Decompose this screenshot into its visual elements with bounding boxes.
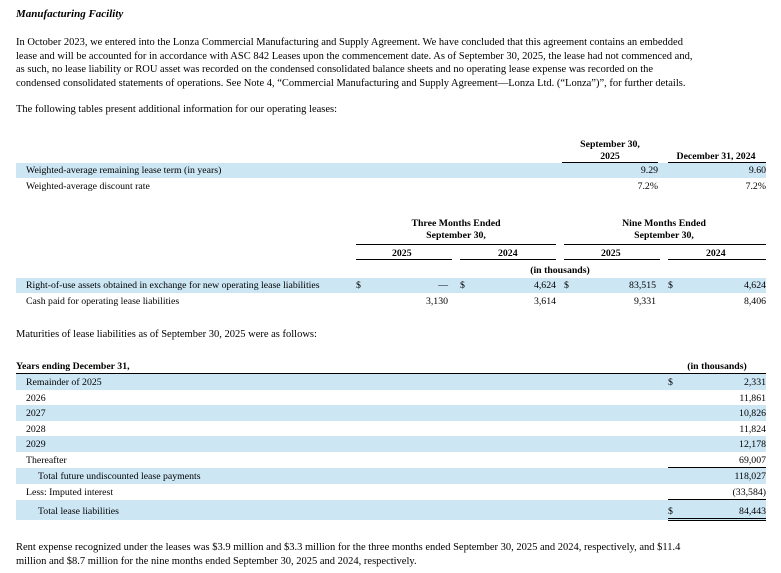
table3-row-label: Remainder of 2025	[26, 377, 102, 388]
rent-line: million and $8.7 million for the nine months ended September 30, 2025 and 2024, respectively.	[16, 555, 417, 567]
table3-row-label: Total lease liabilities	[38, 506, 119, 517]
table3-row-label: 2028	[26, 424, 46, 435]
table2-year-rule	[668, 259, 766, 260]
table2-year-header: 2024	[706, 248, 726, 259]
table3-row-label: Less: Imputed interest	[26, 487, 114, 498]
table1-col1-header: September 30, 2025	[580, 139, 640, 162]
table3-row-band	[16, 436, 766, 452]
table2-row-value: 8,406	[743, 296, 766, 307]
table3-row-label: 2026	[26, 393, 46, 404]
table1-row-label: Weighted-average remaining lease term (in years)	[26, 165, 222, 176]
table3-row-band	[16, 405, 766, 421]
table2-row-value: 9,331	[633, 296, 656, 307]
table3-units: (in thousands)	[687, 361, 747, 372]
table2-units: (in thousands)	[530, 265, 590, 276]
table2-row-label: Cash paid for operating lease liabilities	[26, 296, 180, 307]
table2-row-label: Right-of-use assets obtained in exchange for new operating lease liabilities	[26, 280, 320, 291]
table2-row-value: —	[438, 280, 448, 291]
table1-col2-header: December 31, 2024	[676, 151, 756, 162]
table1-row-value: 9.60	[748, 165, 766, 176]
dollar-sign: $	[668, 280, 673, 291]
dollar-sign: $	[668, 506, 673, 517]
rent-paragraph	[16, 541, 680, 568]
table1-row-value: 9.29	[640, 165, 658, 176]
table3-row-value: 10,826	[739, 408, 766, 419]
table1-row-value: 7.2%	[637, 181, 658, 192]
table2-row-value: 3,614	[533, 296, 556, 307]
table3-row-value: 84,443	[739, 506, 766, 517]
table3-row-value: 2,331	[743, 377, 766, 388]
dollar-sign: $	[356, 280, 361, 291]
table2-year-rule	[356, 259, 452, 260]
table3-double-rule	[668, 518, 766, 519]
table3-row-label: Thereafter	[26, 455, 67, 466]
section-title: Manufacturing Facility	[16, 8, 124, 20]
table3-row-label: 2027	[26, 408, 46, 419]
table3-row-label: 2029	[26, 439, 46, 450]
table3-double-rule	[668, 520, 766, 521]
table1-row-label: Weighted-average discount rate	[26, 181, 150, 192]
dollar-sign: $	[668, 377, 673, 388]
table3-row-value: 11,824	[739, 424, 766, 435]
table2-row-value: 4,624	[533, 280, 556, 291]
intro-line: lease and will be accounted for in accordance with ASC 842 Leases upon the commencement date. As of September 30, 2025, the lease had not commenced and,	[16, 50, 693, 62]
intro-line: as such, no lease liability or ROU asset was recorded on the condensed consolidated balance sheets and no operating lease expense was recorded on the	[16, 64, 654, 75]
table2-group2-header: Nine Months Ended September 30,	[622, 218, 706, 241]
table3-row-value: (33,584)	[732, 487, 766, 498]
dollar-sign: $	[460, 280, 465, 291]
table2-group2-rule	[564, 244, 766, 245]
table2-group1-rule	[356, 244, 556, 245]
intro-line: condensed consolidated statements of operations. See Note 4, “Commercial Manufacturing and Supply Agreement—Lonza Ltd. (“Lonza”)”, for further details.	[16, 77, 686, 89]
table3-row-value: 12,178	[739, 439, 766, 450]
table1-row-value: 7.2%	[745, 181, 766, 192]
dollar-sign: $	[564, 280, 569, 291]
rent-line: Rent expense recognized under the leases was $3.9 million and $3.3 million for the three months ended September 30, 2025 and 2024, respectively, and $11.4	[16, 542, 681, 553]
table3-header: Years ending December 31,	[16, 361, 130, 372]
maturities-intro: Maturities of lease liabilities as of September 30, 2025 were as follows:	[16, 329, 317, 340]
table2-year-header: 2025	[601, 248, 621, 259]
table2-row-value: 3,130	[425, 296, 448, 307]
table2-year-header: 2024	[498, 248, 518, 259]
intro-line: In October 2023, we entered into the Lonza Commercial Manufacturing and Supply Agreement. We have concluded that this agreement contains an embedded	[16, 37, 683, 48]
table3-row-value: 118,027	[734, 471, 766, 482]
table3-row-value: 69,007	[739, 455, 766, 466]
table2-row-value: 83,515	[629, 280, 656, 291]
table3-row-band	[16, 500, 766, 520]
table2-year-header: 2025	[392, 248, 412, 259]
tables-intro: The following tables present additional information for our operating leases:	[16, 104, 338, 115]
table2-year-rule	[564, 259, 660, 260]
table2-year-rule	[460, 259, 556, 260]
table3-row-value: 11,861	[739, 393, 766, 404]
table3-row-label: Total future undiscounted lease payments	[38, 471, 201, 482]
intro-paragraph	[16, 36, 692, 90]
table3-row-band	[16, 374, 766, 390]
table2-group1-header: Three Months Ended September 30,	[411, 218, 501, 241]
table2-row-value: 4,624	[743, 280, 766, 291]
